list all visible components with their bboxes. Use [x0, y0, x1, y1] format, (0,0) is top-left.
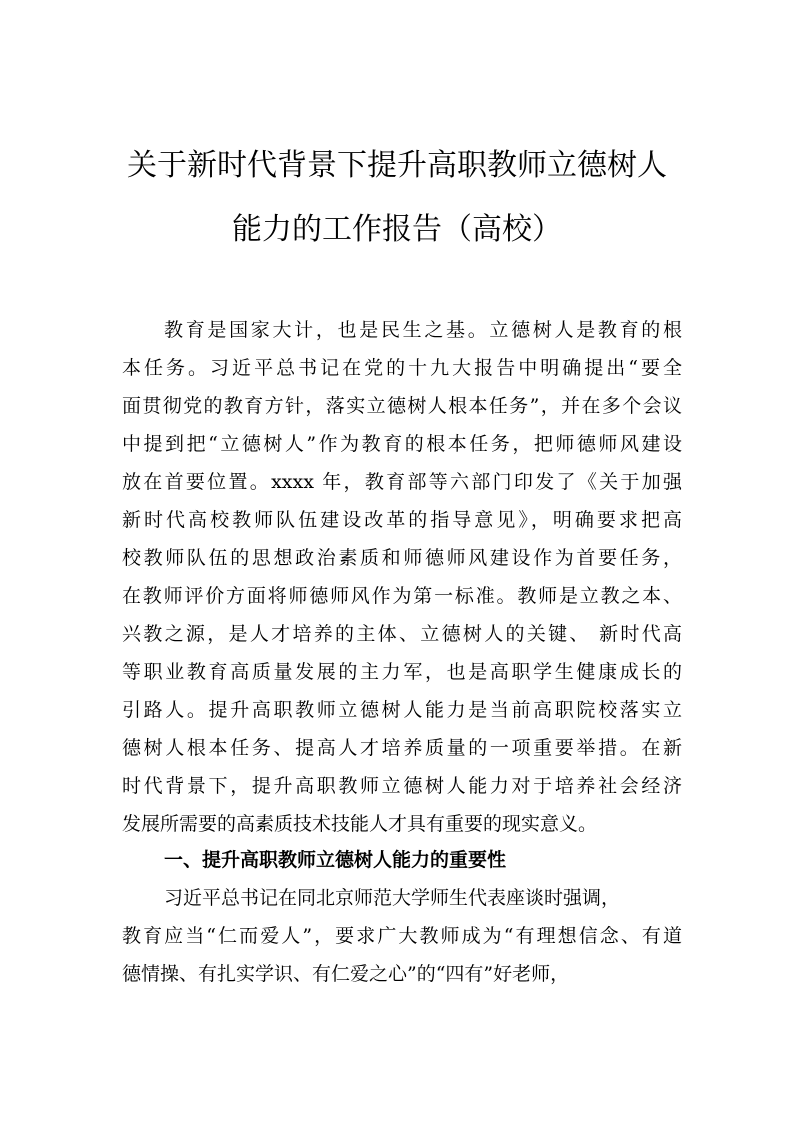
paragraph-line: 习近平总书记在同北京师范大学师生代表座谈时强调，: [164, 887, 621, 909]
paragraph-line: 校教师队伍的思想政治素质和师德师风建设作为首要任务，: [122, 547, 682, 569]
paragraph-line: 教育是国家大计，也是民生之基。立德树人是教育的根: [164, 319, 682, 341]
paragraph-line: 中提到把“立德树人”作为教育的根本任务，把师德师风建设: [122, 433, 682, 455]
paragraph-line: 发展所需要的高素质技术技能人才具有重要的现实意义。: [122, 813, 598, 835]
paragraph-line: 教育应当“仁而爱人”，要求广大教师成为“有理想信念、有道: [122, 925, 682, 947]
paragraph-line: 本任务。习近平总书记在党的十九大报告中明确提出“要全: [122, 357, 682, 379]
title-line-2: 能力的工作报告（高校）: [232, 212, 562, 247]
title-line-1: 关于新时代背景下提升高职教师立德树人: [127, 148, 667, 183]
paragraph-line: 面贯彻党的教育方针，落实立德树人根本任务”，并在多个会议: [122, 395, 682, 417]
paragraph-line: 等职业教育高质量发展的主力军，也是高职学生健康成长的: [122, 661, 682, 683]
paragraph-line: 德树人根本任务、提高人才培养质量的一项重要举措。在新: [122, 737, 682, 759]
paragraph-line: 引路人。提升高职教师立德树人能力是当前高职院校落实立: [122, 699, 682, 721]
section-heading: 一、提升高职教师立德树人能力的重要性: [164, 849, 507, 871]
paragraph-line: 兴教之源，是人才培养的主体、立德树人的关键、 新时代高: [122, 623, 682, 645]
paragraph-line: 德情操、有扎实学识、有仁爱之心”的“四有”好老师，: [122, 963, 570, 985]
paragraph-line: 时代背景下，提升高职教师立德树人能力对于培养社会经济: [122, 775, 682, 797]
paragraph-line: 在教师评价方面将师德师风作为第一标准。教师是立教之本、: [122, 585, 682, 607]
paragraph-line: 新时代高校教师队伍建设改革的指导意见》，明确要求把高: [122, 509, 682, 531]
paragraph-line: 放在首要位置。xxxx 年，教育部等六部门印发了《关于加强: [122, 471, 682, 493]
